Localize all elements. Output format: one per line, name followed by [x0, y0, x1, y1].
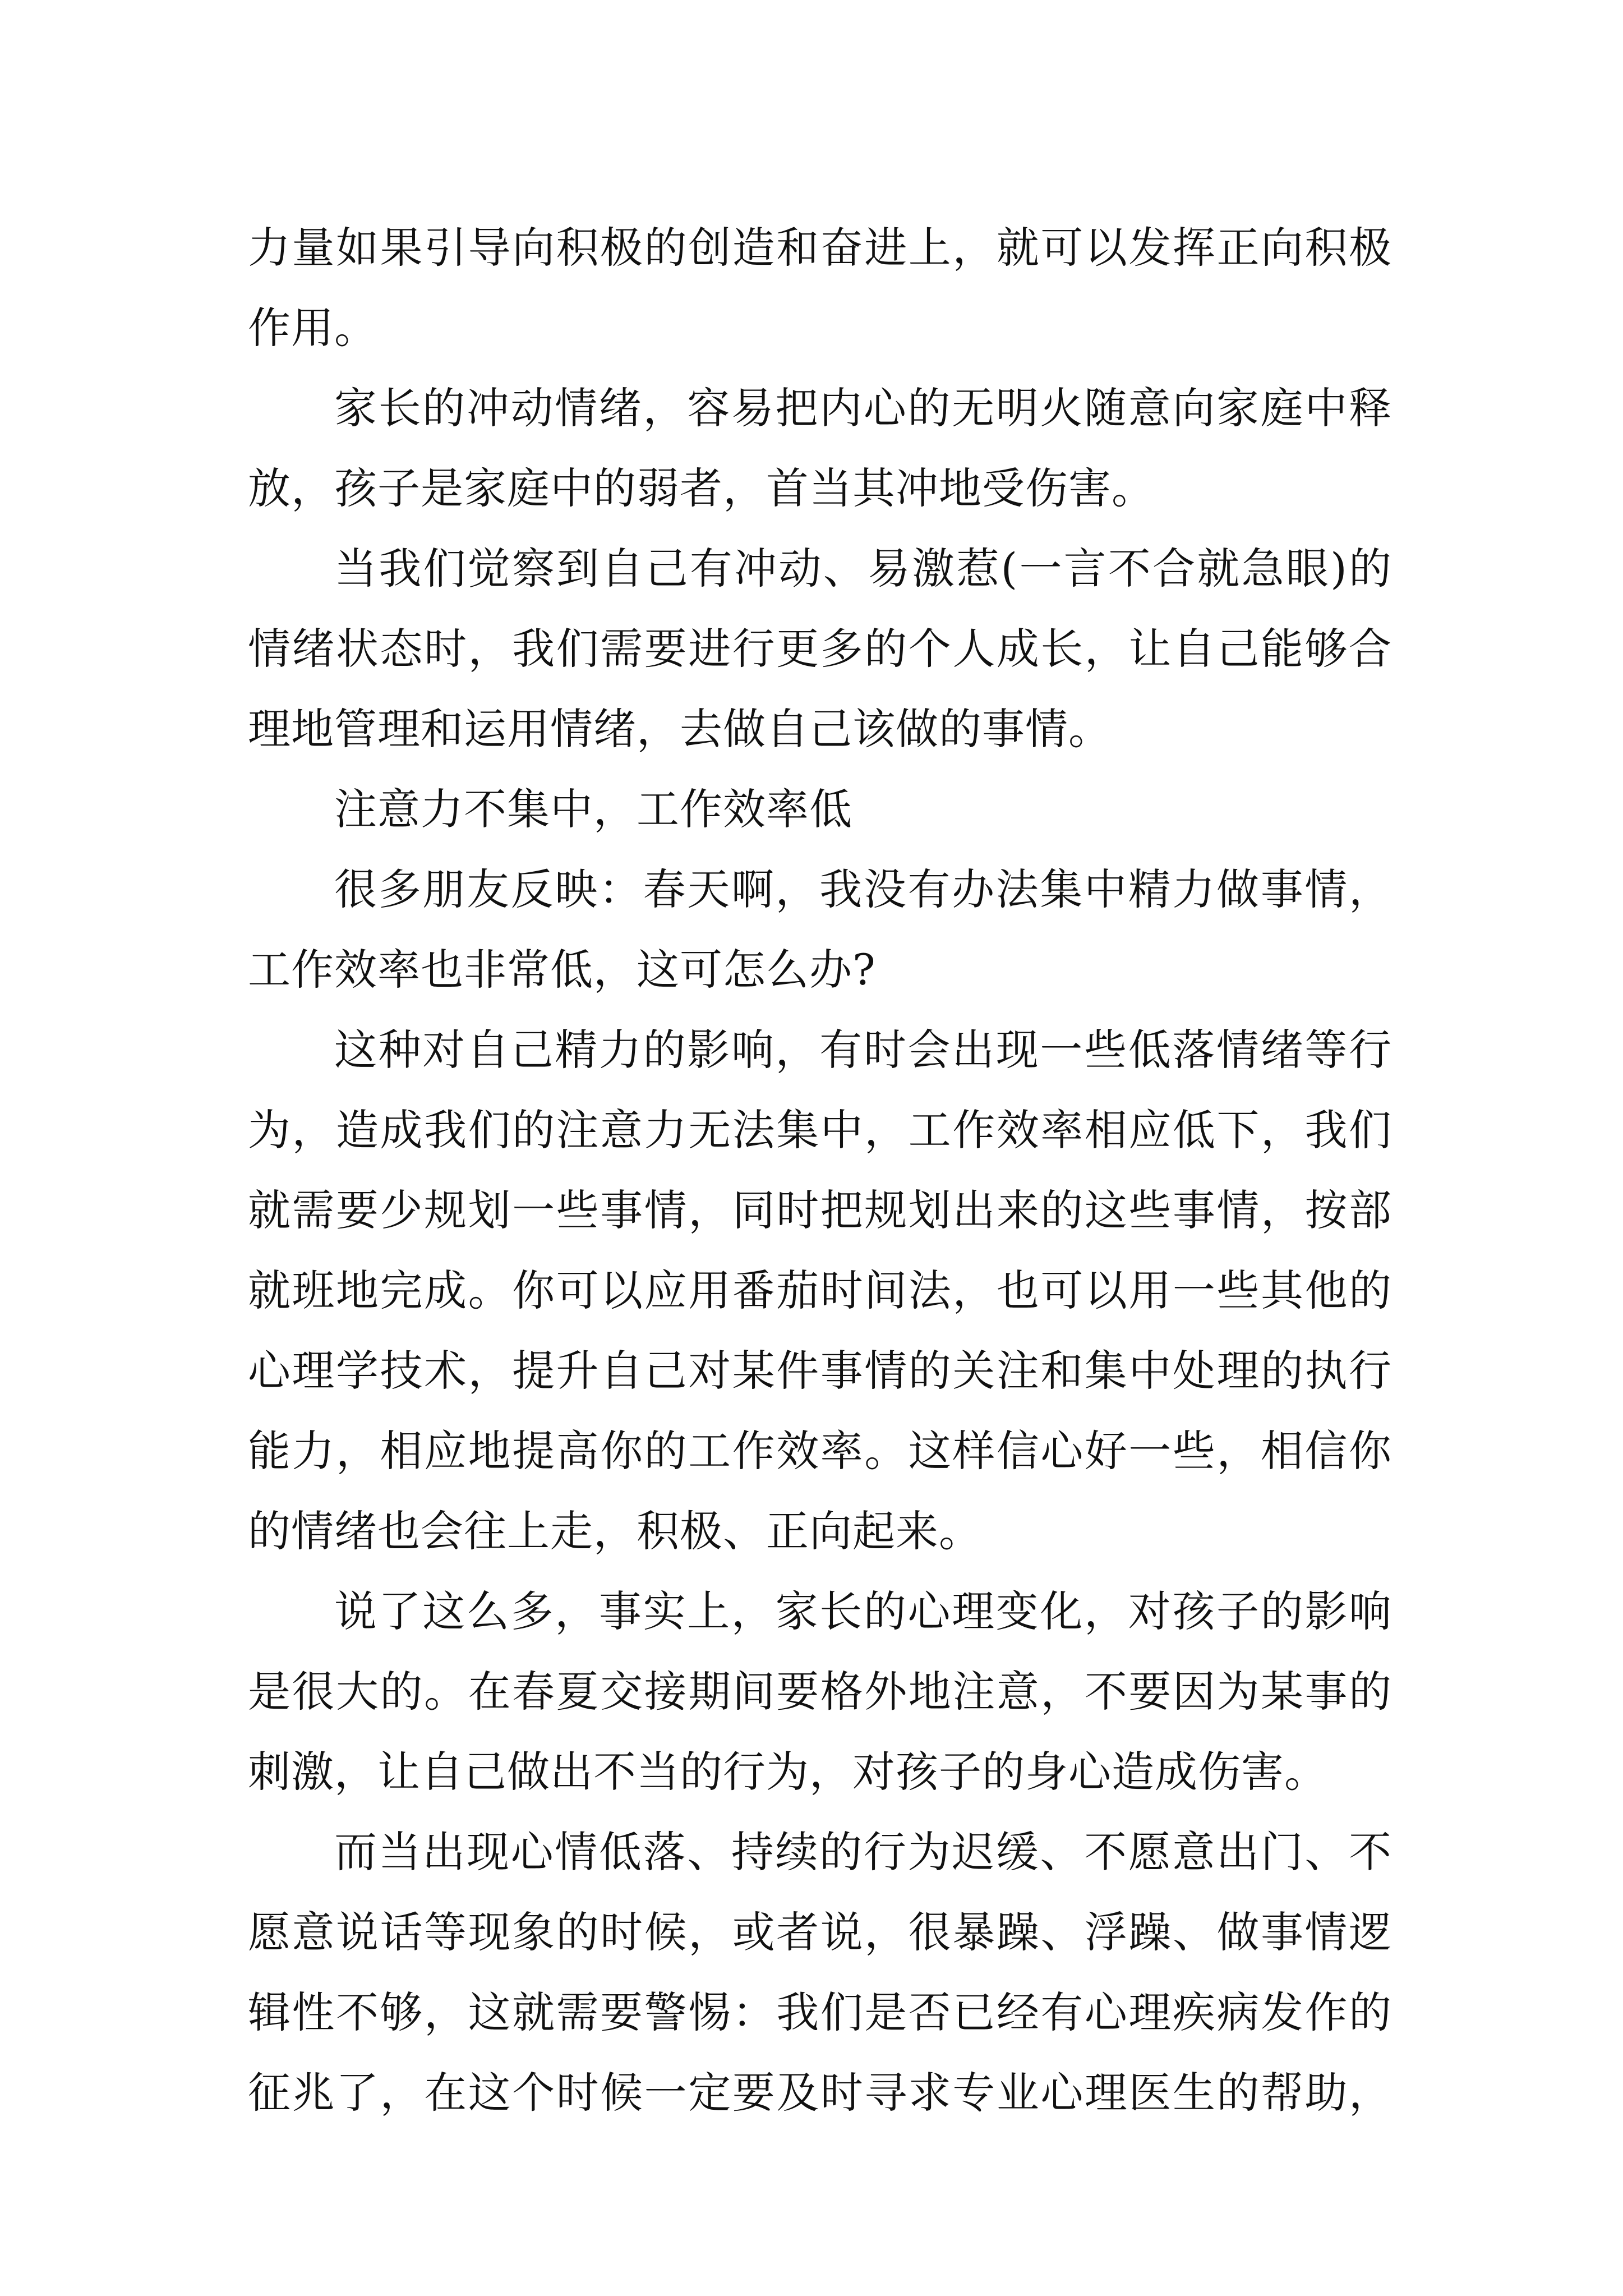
section-heading: 注意力不集中，工作效率低	[334, 784, 852, 834]
text-line: 愿意说话等现象的时候，或者说，很暴躁、浮躁、做事情逻	[248, 1907, 1392, 1957]
text-line: 工作效率也非常低，这可怎么办?	[248, 945, 876, 995]
text-line: 心理学技术，提升自己对某件事情的关注和集中处理的执行	[248, 1346, 1392, 1396]
document-body	[248, 208, 1392, 2133]
paragraph-start-line: 说了这么多，事实上，家长的心理变化，对孩子的影响	[334, 1586, 1392, 1636]
text-line: 情绪状态时，我们需要进行更多的个人成长，让自己能够合	[248, 624, 1392, 674]
paragraph-start-line: 家长的冲动情绪，容易把内心的无明火随意向家庭中释	[334, 383, 1392, 433]
text-line: 能力，相应地提高你的工作效率。这样信心好一些，相信你	[248, 1426, 1392, 1476]
paragraph-start-line: 这种对自己精力的影响，有时会出现一些低落情绪等行	[334, 1025, 1392, 1075]
text-line: 就需要少规划一些事情，同时把规划出来的这些事情，按部	[248, 1185, 1392, 1235]
text-line: 作用。	[248, 303, 377, 353]
text-line: 力量如果引导向积极的创造和奋进上，就可以发挥正向积极	[248, 223, 1392, 273]
text-line: 征兆了，在这个时候一定要及时寻求专业心理医生的帮助，	[248, 2068, 1392, 2118]
text-line: 就班地完成。你可以应用番茄时间法，也可以用一些其他的	[248, 1266, 1392, 1315]
text-line: 的情绪也会往上走，积极、正向起来。	[248, 1506, 982, 1556]
text-line: 理地管理和运用情绪，去做自己该做的事情。	[248, 704, 1112, 754]
paragraph-start-line: 当我们觉察到自己有冲动、易激惹(一言不合就急眼)的	[334, 544, 1392, 593]
text-line: 辑性不够，这就需要警惕：我们是否已经有心理疾病发作的	[248, 1987, 1392, 2037]
text-line: 是很大的。在春夏交接期间要格外地注意，不要因为某事的	[248, 1667, 1392, 1717]
text-line: 为，造成我们的注意力无法集中，工作效率相应低下，我们	[248, 1105, 1392, 1155]
text-line: 刺激，让自己做出不当的行为，对孩子的身心造成伤害。	[248, 1747, 1327, 1797]
text-line: 放，孩子是家庭中的弱者，首当其冲地受伤害。	[248, 463, 1155, 513]
paragraph-start-line: 而当出现心情低落、持续的行为迟缓、不愿意出门、不	[334, 1827, 1392, 1877]
paragraph-start-line: 很多朋友反映：春天啊，我没有办法集中精力做事情，	[334, 864, 1392, 914]
